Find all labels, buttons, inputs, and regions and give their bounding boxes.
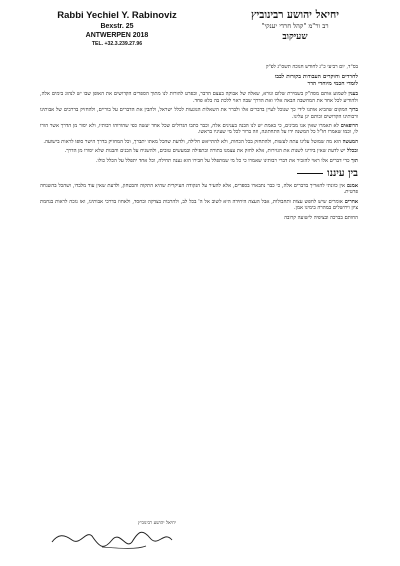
signature-label: יחיאל יהושע רבינוביץ <box>138 521 176 526</box>
letterhead <box>0 0 400 62</box>
paragraph-lead: המעשה <box>342 138 358 145</box>
paragraph-lead: ובכלל <box>346 148 358 155</box>
paragraph-text: כדי דברים אלו ראוי להזכיר את דברי רבותינו שאמרו כי כל מי שמתפלל על חבירו הוא נענה תחילה, וכל אחד יתפלל על הכלל כולו. <box>95 157 350 164</box>
letter-date: בס"ד, יום רביעי כ"ג לחודש חנוכה תשס"ג לפ"ק <box>265 64 358 70</box>
english-address: Bexstr. 25 <box>100 23 134 30</box>
section-title <box>40 168 358 180</box>
paragraph-text: המקום שהביא אותנו לידי כך שנוכל לעיין בדברים אלו ולברר את השאלות הנוגעות לכלל ישראל, ולהבין את הדברים על בוריים, ולהחזיק בדרכים של אבותינו ורבותינו הקדושים זכותם יגן עלינו. <box>40 107 358 120</box>
paragraph-lead: אחרים <box>344 198 358 205</box>
paragraph <box>40 183 358 196</box>
paragraph <box>40 123 358 136</box>
hebrew-title: רב ור"מ "קהל חרדי יענקי" <box>261 22 329 30</box>
paragraph-lead: בענין <box>348 91 358 98</box>
paragraph-text: אין כוונתי להאריך בדברים אלה, כי כבר נתבארו בספרים, אלא להעיר על הנקודה העיקרית שהיא התקוה והבטחון, ולדעת שאין עוד מלבדו, ושהכל בהשגחה פרטית. <box>40 183 358 196</box>
hebrew-city: שעיקוב <box>282 32 308 42</box>
signature <box>46 520 176 554</box>
paragraph-lead: ברוך <box>349 107 358 114</box>
paragraph-text: אומרים שיש לחפש עצות ותחבולות, אבל העצה היחידה היא לשוב אל ה' בכל לב, ולהרבות בצדקה ובחסד, ולאחוז בדרכי אבותינו, ואז נזכה לראות בנחמת ציון וירושלים במהרה בימינו אמן. <box>40 198 358 212</box>
address-line-1: לחרדים וחוקרים העבודות בקורות לבבו <box>274 74 358 81</box>
address-line-2: לומדי חכמי מיוחדי הדר <box>307 81 358 88</box>
english-phone: TEL. +32.3.239.27.96 <box>91 41 143 47</box>
paragraph <box>40 199 358 212</box>
english-city: ANTWERPEN 2018 <box>85 32 149 39</box>
english-name: Rabbi Yechiel Y. Rabinoviz <box>57 10 177 21</box>
section-title-text: בין עיננו <box>327 168 358 180</box>
letter-body <box>40 64 358 221</box>
section-rule <box>297 173 323 174</box>
paragraph-lead: תוך <box>351 157 358 164</box>
paragraph-text: לא תאמרו שאין אנו מבינים, כי באמת יש לנו הבנה בענינים אלה, וכבר כתבו הגדולים שכל אחד יעשה כפי שהורוהו רבותיו, ולא יסור מן הדרך אשר הורו לו, וכמו שאמרו חז"ל כל המשנה ידו על התחתונה, וזה ברור לכל מי שעיניו בראשו. <box>40 123 358 136</box>
letterhead-english <box>42 10 192 48</box>
closing-line: החותם בברכה ובציפיה לישועה קרובה <box>284 214 358 221</box>
paragraph <box>40 158 358 164</box>
paragraph-text: לשמוע אותם מסה"ק בשמירת שלום ונורא, שאלה של אבוקה בעצם הדבר, ובפרט להורות לנו מתוך הספרים הקדושים את האופן שבו יש לנהוג בימים אלה, ולהודיע לכל אחד את המחשבה הבאה אליו ואת הדרך שבה ראוי ללכת בה בלא פחד. <box>40 91 358 104</box>
signature-scrawl-icon <box>46 526 176 552</box>
paragraph-lead: הרופאים <box>340 123 358 130</box>
paragraph-lead: אמנם <box>346 183 358 190</box>
letterhead-hebrew <box>230 9 360 43</box>
hebrew-name: יחיאל יהושע רבינוביץ <box>251 9 339 21</box>
paragraph-text: יש לדעת שאין בידינו לשנות את הגזירות, אלא לחזק את עצמנו בתורה ובתפילה ובמעשים טובים, ולהשגיח על הבנים והבנות שלא יסורו מן הדרך. <box>64 148 346 155</box>
paragraph-text: הוא מה שמוטל עלינו עתה לעשות, ולהתחזק בכל הכחות, ולא להתייאש חלילה, ולדעת שהכל מאתו יתברך, וכל המחזיק בדרך הישר סופו לראות בישועה. <box>43 138 341 145</box>
paragraph <box>40 148 358 154</box>
paragraph <box>40 91 358 104</box>
paragraph <box>40 107 358 120</box>
paragraph <box>40 139 358 145</box>
